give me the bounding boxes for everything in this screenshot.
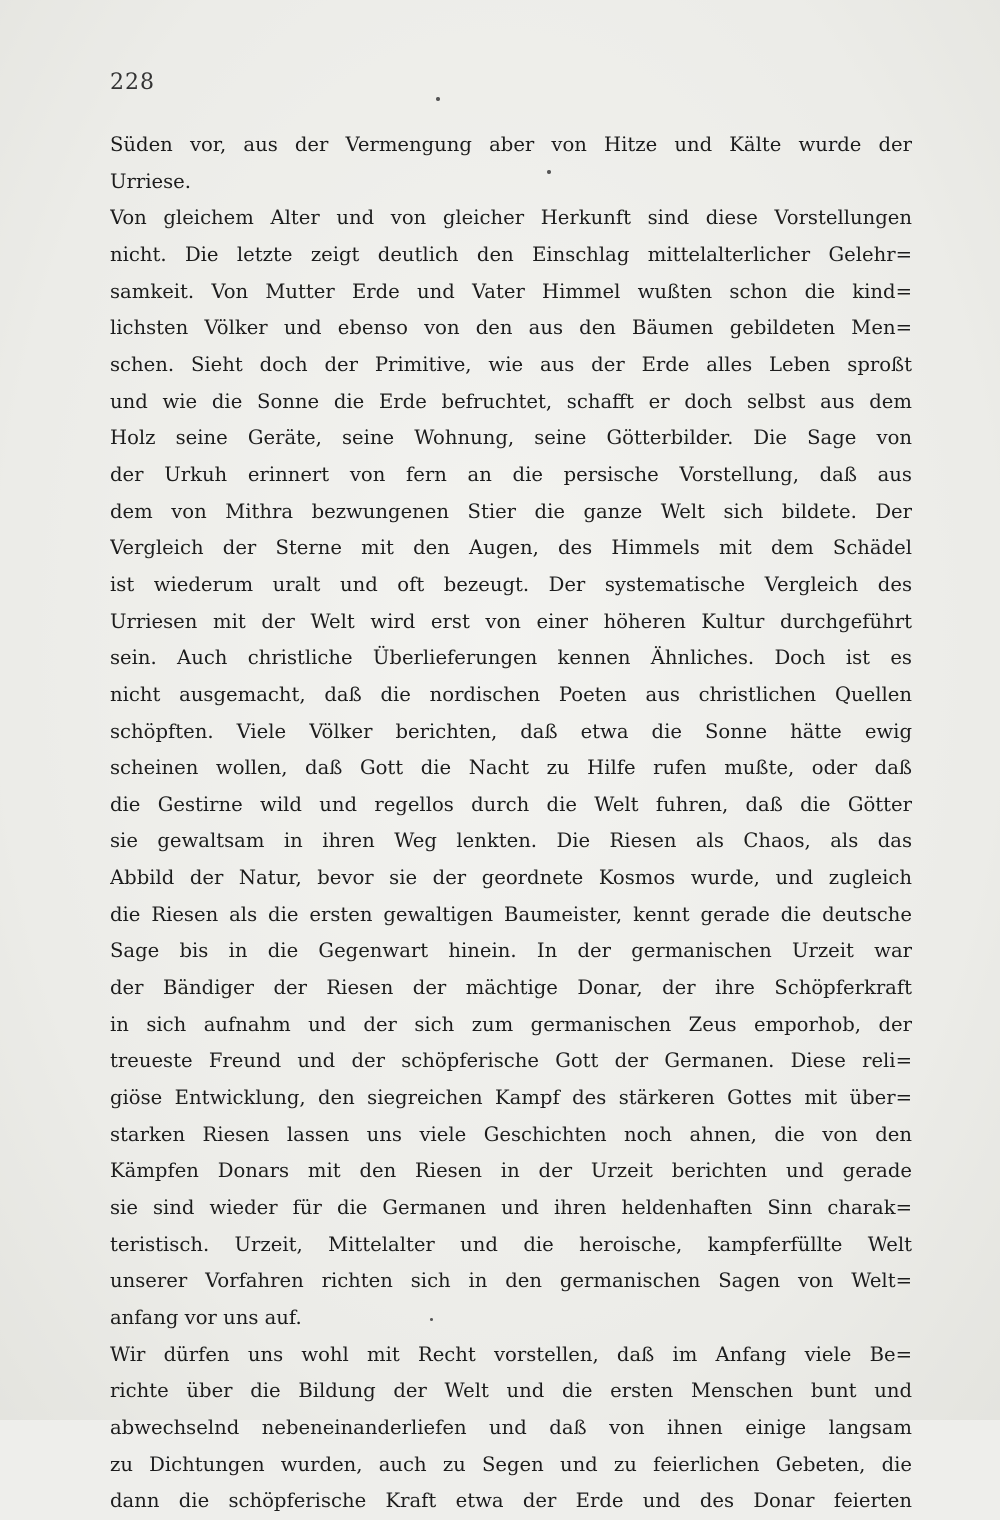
body-text bbox=[110, 127, 912, 1520]
text-line: die Riesen als die ersten gewaltigen Baumeister, kennt gerade die deutsche bbox=[110, 902, 912, 926]
text-line: starken Riesen lassen uns viele Geschichten noch ahnen, die von den bbox=[110, 1122, 912, 1146]
text-line: dem von Mithra bezwungenen Stier die ganze Welt sich bildete. Der bbox=[110, 499, 912, 523]
text-line: abwechselnd nebeneinanderliefen und daß von ihnen einige langsam bbox=[110, 1415, 912, 1439]
text-line: samkeit. Von Mutter Erde und Vater Himmel wußten schon die kind= bbox=[110, 279, 912, 303]
page-number: 228 bbox=[110, 70, 155, 95]
text-line: Süden vor, aus der Vermengung aber von Hitze und Kälte wurde der bbox=[110, 133, 912, 156]
print-speck bbox=[547, 170, 551, 174]
text-line: zu Dichtungen wurden, auch zu Segen und zu feierlichen Gebeten, die bbox=[110, 1452, 912, 1476]
text-line: Wir dürfen uns wohl mit Recht vorstellen, daß im Anfang viele Be= bbox=[110, 1342, 912, 1366]
text-line: und wie die Sonne die Erde befruchtet, schafft er doch selbst aus dem bbox=[110, 389, 912, 413]
text-line: in sich aufnahm und der sich zum germanischen Zeus emporhob, der bbox=[110, 1012, 912, 1036]
text-line: Abbild der Natur, bevor sie der geordnete Kosmos wurde, und zugleich bbox=[110, 866, 912, 890]
text-line: Vergleich der Sterne mit den Augen, des Himmels mit dem Schädel bbox=[110, 536, 912, 560]
text-line: der Urkuh erinnert von fern an die persische Vorstellung, daß aus bbox=[110, 462, 912, 486]
text-line: lichsten Völker und ebenso von den aus den Bäumen gebildeten Men= bbox=[110, 316, 912, 340]
print-speck bbox=[430, 1318, 433, 1321]
text-line: Sage bis in die Gegenwart hinein. In der germanischen Urzeit war bbox=[110, 939, 912, 963]
text-line: anfang vor uns auf. bbox=[110, 1306, 302, 1329]
text-line: giöse Entwicklung, den siegreichen Kampf des stärkeren Gottes mit über= bbox=[110, 1086, 912, 1110]
text-line: sie gewaltsam in ihren Weg lenkten. Die Riesen als Chaos, als das bbox=[110, 829, 912, 853]
text-line: nicht ausgemacht, daß die nordischen Poeten aus christlichen Quellen bbox=[110, 682, 912, 706]
text-line: nicht. Die letzte zeigt deutlich den Einschlag mittelalterlicher Gelehr= bbox=[110, 242, 912, 266]
print-speck bbox=[436, 97, 440, 101]
text-line: ist wiederum uralt und oft bezeugt. Der systematische Vergleich des bbox=[110, 572, 912, 596]
text-line: treueste Freund und der schöpferische Gott der Germanen. Diese reli= bbox=[110, 1049, 912, 1073]
text-line: richte über die Bildung der Welt und die ersten Menschen bunt und bbox=[110, 1379, 912, 1403]
text-line: sie sind wieder für die Germanen und ihren heldenhaften Sinn charak= bbox=[110, 1196, 912, 1220]
text-line: Urriesen mit der Welt wird erst von einer höheren Kultur durchgeführt bbox=[110, 609, 912, 633]
text-line: scheinen wollen, daß Gott die Nacht zu Hilfe rufen mußte, oder daß bbox=[110, 756, 912, 780]
text-line: schöpften. Viele Völker berichten, daß etwa die Sonne hätte ewig bbox=[110, 719, 912, 743]
text-line: teristisch. Urzeit, Mittelalter und die heroische, kampferfüllte Welt bbox=[110, 1232, 912, 1256]
text-line: unserer Vorfahren richten sich in den germanischen Sagen von Welt= bbox=[110, 1269, 912, 1293]
text-line: dann die schöpferische Kraft etwa der Erde und des Donar feierten bbox=[110, 1489, 912, 1513]
text-line: schen. Sieht doch der Primitive, wie aus der Erde alles Leben sproßt bbox=[110, 352, 912, 376]
text-line: sein. Auch christliche Überlieferungen kennen Ähnliches. Doch ist es bbox=[110, 646, 912, 670]
text-line: der Bändiger der Riesen der mächtige Donar, der ihre Schöpferkraft bbox=[110, 976, 912, 1000]
text-line: die Gestirne wild und regellos durch die Welt fuhren, daß die Götter bbox=[110, 792, 912, 816]
text-line: Kämpfen Donars mit den Riesen in der Urzeit berichten und gerade bbox=[110, 1159, 912, 1183]
text-line: Urriese. bbox=[110, 169, 191, 193]
text-line: Von gleichem Alter und von gleicher Herkunft sind diese Vorstellungen bbox=[110, 206, 912, 230]
text-line: Holz seine Geräte, seine Wohnung, seine Götterbilder. Die Sage von bbox=[110, 426, 912, 450]
